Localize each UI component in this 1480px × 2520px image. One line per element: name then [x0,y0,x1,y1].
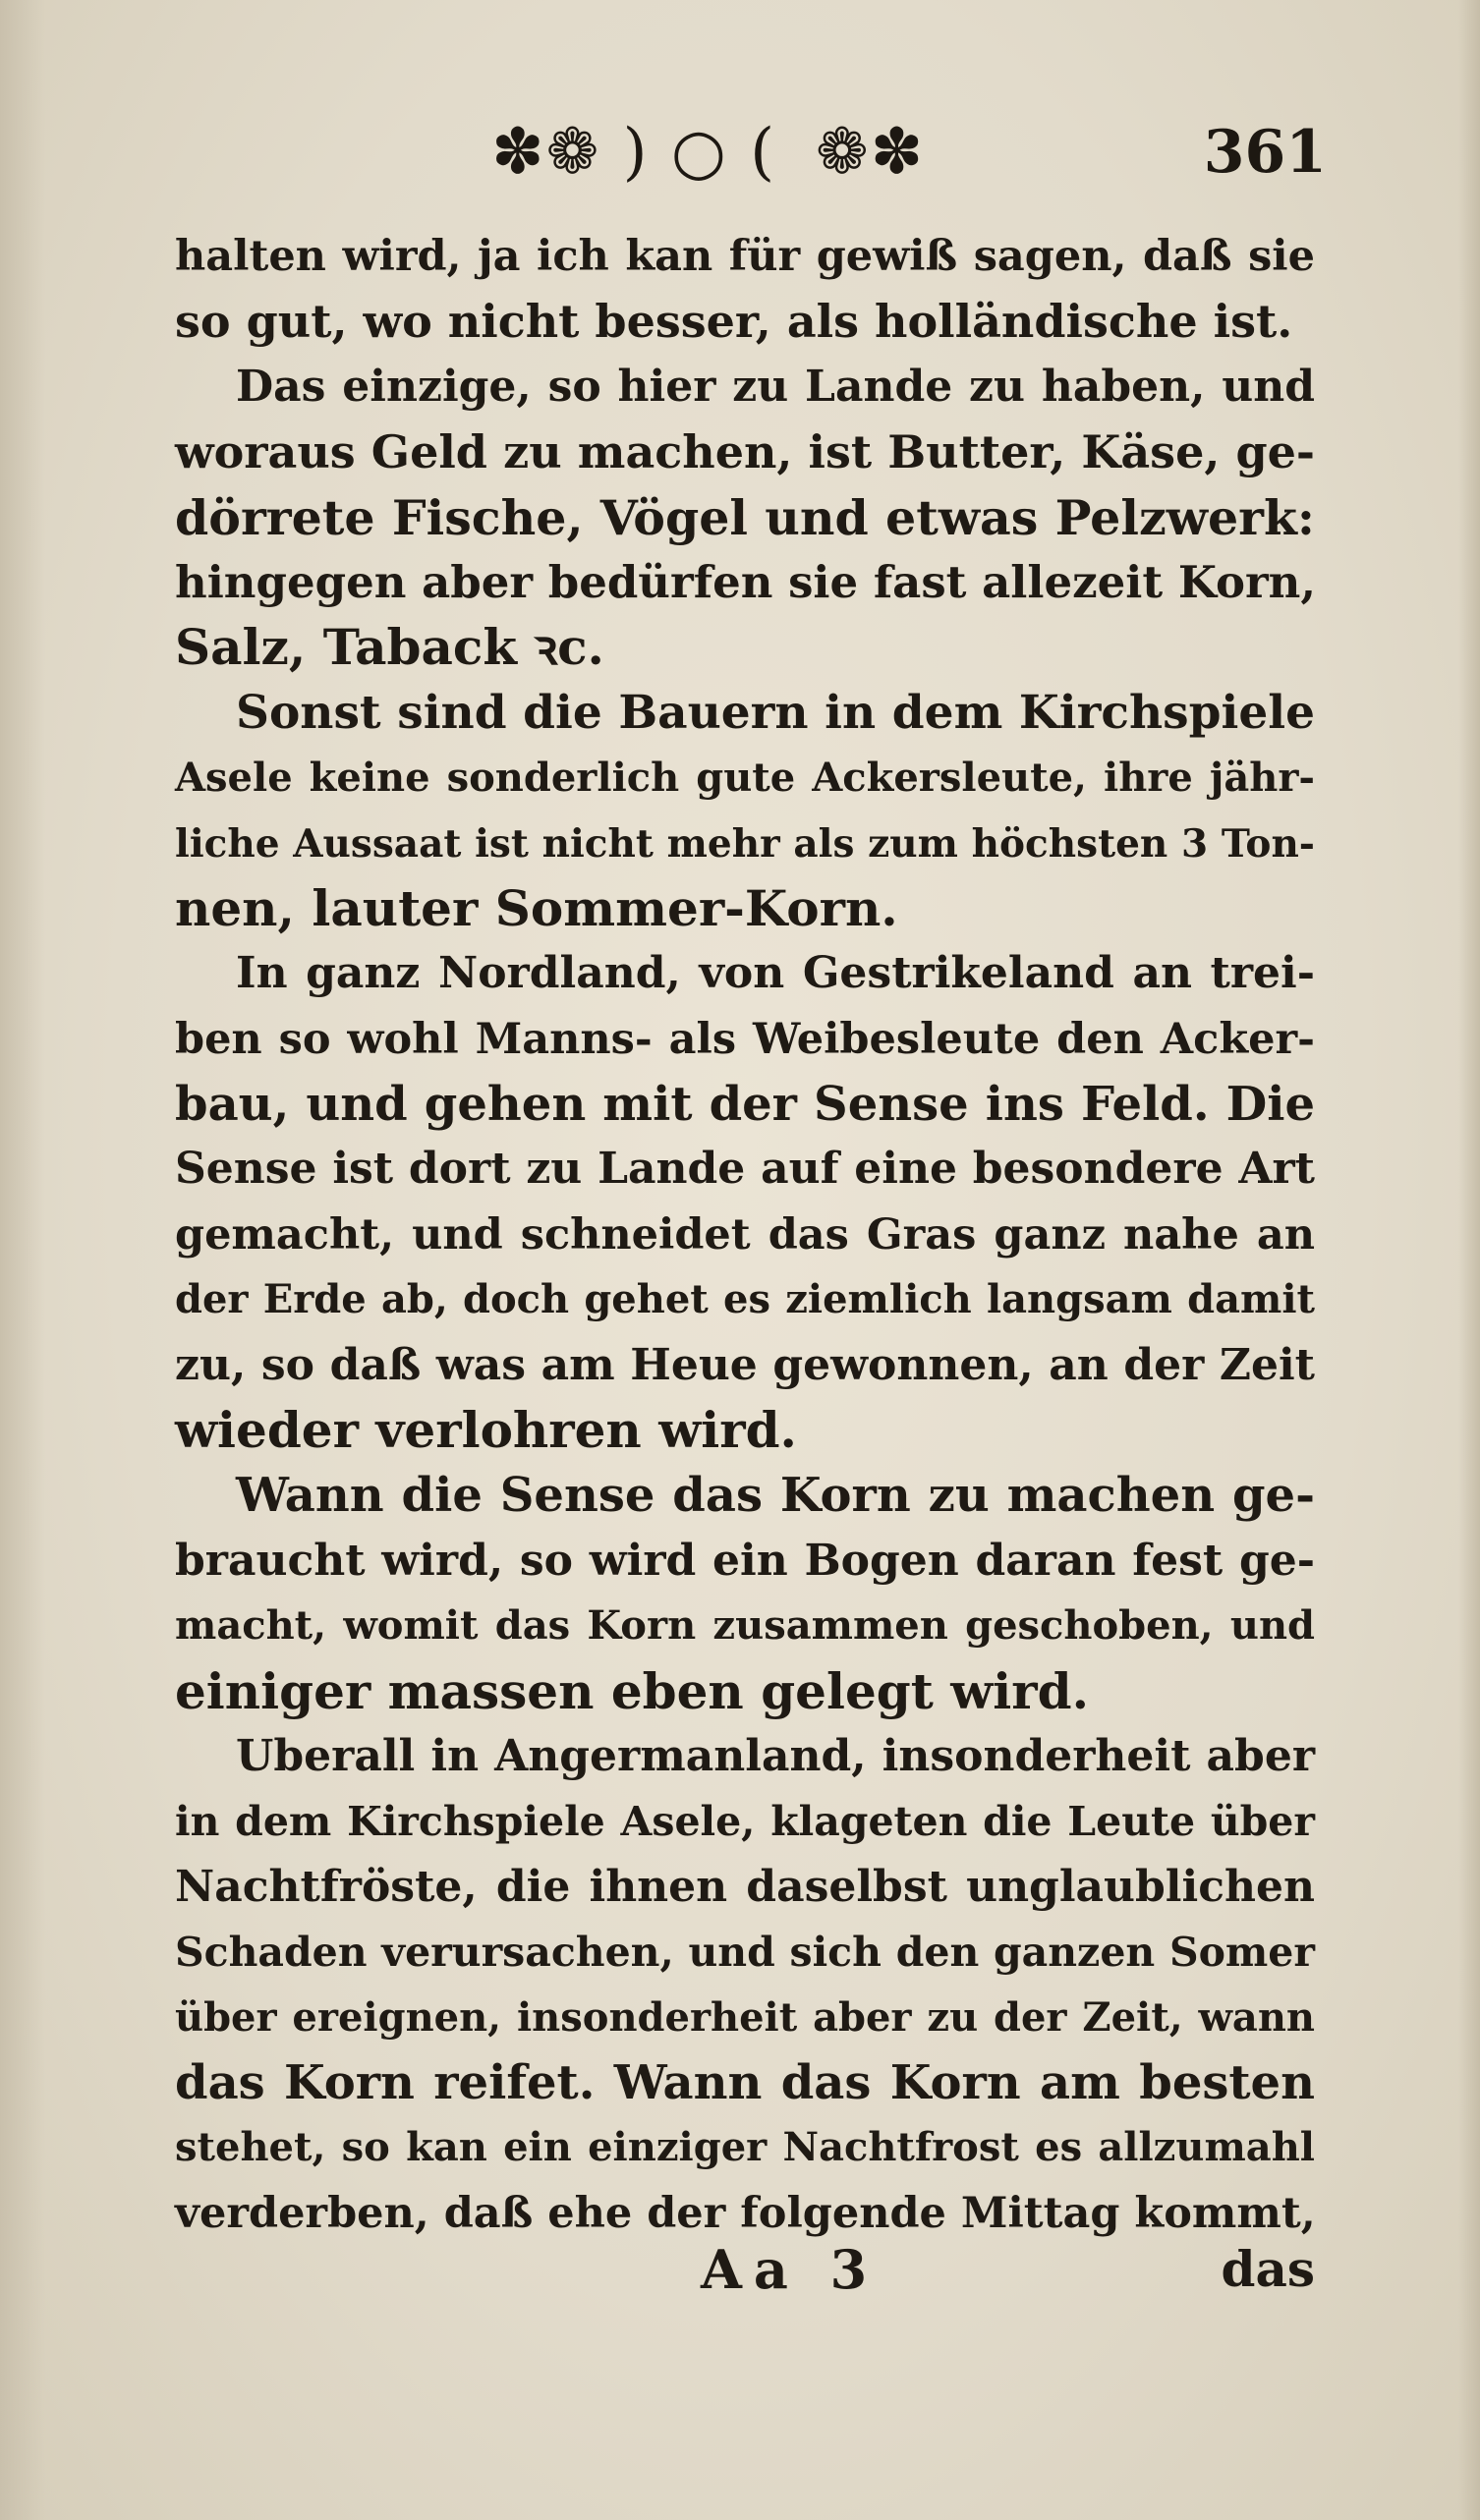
page-number: 361 [1203,118,1327,187]
text-line: Das einzige, so hier zu Lande zu haben, und [236,361,1315,412]
page-left-shadow [0,0,45,2520]
text-line: bau, und gehen mit der Sense ins Feld. Die [175,1077,1315,1133]
text-line: Nachtfröste, die ihnen daselbst unglaublichen [175,1861,1315,1912]
text-line: in dem Kirchspiele Asele, klageten die Leute über [175,1798,1315,1846]
text-line: stehet, so kan ein einziger Nachtfrost es allzumahl [175,2124,1315,2171]
text-line: Schaden verursachen, und sich den ganzen Somer [175,1929,1315,1977]
header-ornament-right: ❁✽ [816,116,926,189]
text-line: der Erde ab, doch gehet es ziemlich langsam damit [175,1276,1315,1323]
text-line: wieder verlohren wird. [175,1401,797,1460]
text-line: halten wird, ja ich kan für gewiß sagen, daß sie [175,232,1315,281]
text-line: Salz, Taback ꝛc. [175,618,604,677]
catchword: das [1221,2240,1315,2298]
text-line: In ganz Nordland, von Gestrikeland an trei- [236,948,1315,999]
text-line: ben so wohl Manns- als Weibesleute den Acker- [175,1014,1315,1064]
text-line: woraus Geld zu machen, ist Butter, Käse, ge- [175,425,1315,479]
text-line: macht, womit das Korn zusammen geschoben, und [175,1602,1315,1650]
text-line: Sonst sind die Bauern in dem Kirchspiele [236,685,1315,740]
text-line: so gut, wo nicht besser, als holländische ist. [175,295,1293,349]
text-line: hingegen aber bedürfen sie fast allezeit Korn, [175,555,1317,608]
text-line: liche Aussaat ist nicht mehr als zum höchsten 3 Ton- [175,820,1315,867]
header-ornament-left: ✽❁ ) ○ ( [491,116,777,189]
text-line: zu, so daß was am Heue gewonnen, an der Zeit [175,1339,1315,1390]
page-footer [175,2230,1315,2309]
running-header [491,108,1327,196]
text-line: verderben, daß ehe der folgende Mittag kommt, [175,2188,1316,2238]
text-line: gemacht, und schneidet das Gras ganz nahe an [175,1209,1315,1260]
text-line: dörrete Fische, Vögel und etwas Pelzwerk: [175,488,1315,546]
body-text [175,224,1315,2246]
text-line: Uberall in Angermanland, insonderheit aber [236,1730,1315,1781]
page-right-shadow [1458,0,1480,2520]
text-line: Sense ist dort zu Lande auf eine besondere Art [175,1144,1315,1195]
text-line: nen, lauter Sommer-Korn. [175,878,898,937]
text-line: Wann die Sense das Korn zu machen ge- [236,1468,1315,1524]
text-line: Asele keine sonderlich gute Ackersleute, ihre jähr- [175,755,1315,802]
text-line: braucht wird, so wird ein Bogen daran fest ge- [175,1535,1315,1586]
signature-mark: Aa 3 [701,2238,880,2301]
text-line: über ereignen, insonderheit aber zu der Zeit, wann [175,1993,1315,2041]
text-line: einiger massen eben gelegt wird. [175,1661,1089,1720]
text-line: das Korn reifet. Wann das Korn am besten [175,2054,1315,2110]
